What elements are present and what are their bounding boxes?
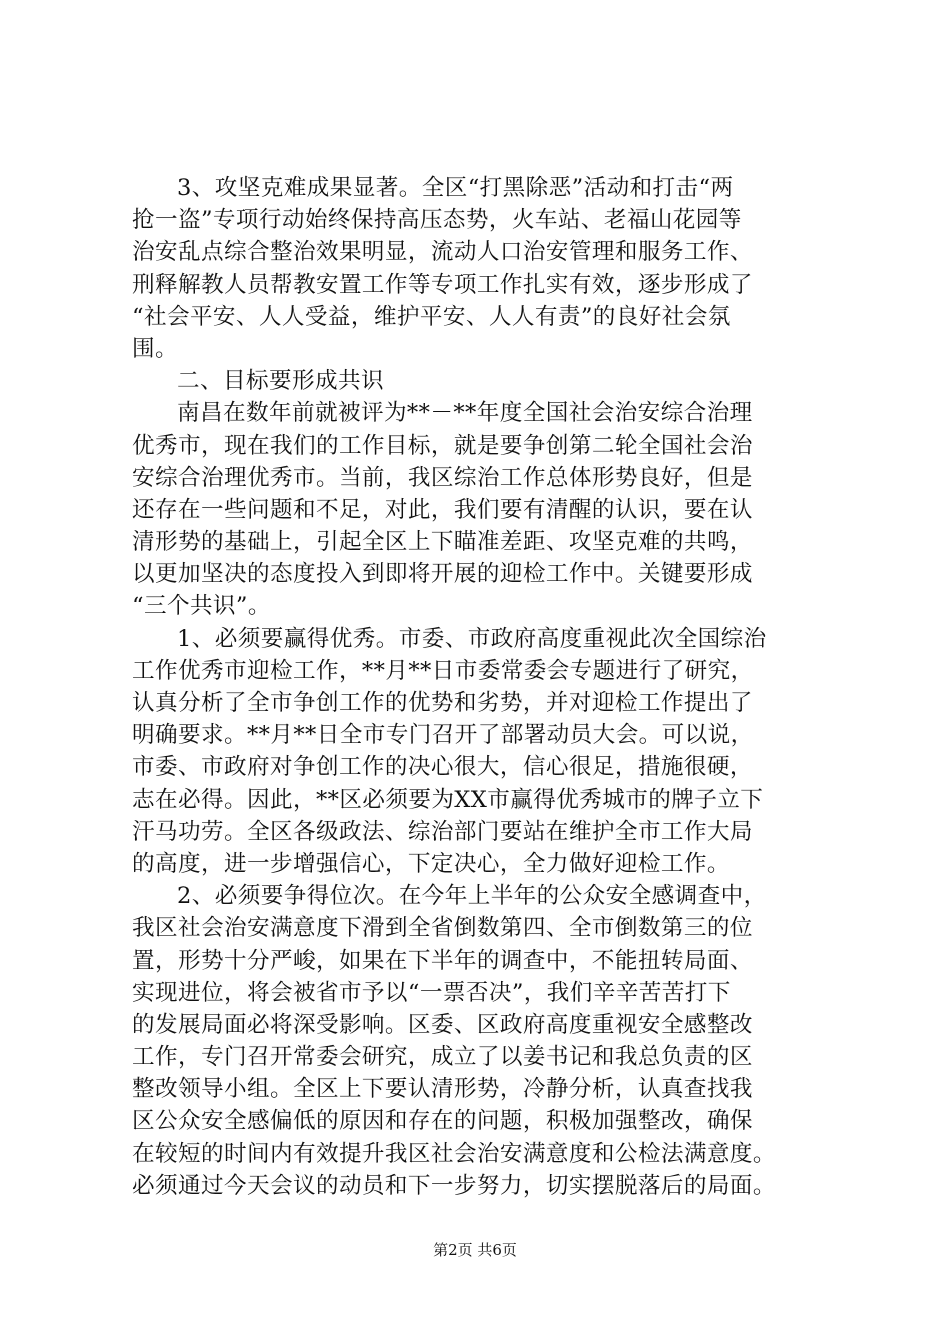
paragraph-line: 工作，专门召开常委会研究，成立了以姜书记和我总负责的区	[132, 1044, 753, 1071]
paragraph-line: 的高度，进一步增强信心，下定决心，全力做好迎检工作。	[132, 850, 730, 877]
paragraph-line: 围。	[132, 335, 178, 362]
paragraph-line: 安综合治理优秀市。当前，我区综治工作总体形势良好，但是	[132, 464, 753, 491]
page-number-footer: 第2页 共6页	[433, 1241, 517, 1259]
paragraph-line: 还存在一些问题和不足，对此，我们要有清醒的认识，要在认	[132, 496, 753, 523]
paragraph-line: 以更加坚决的态度投入到即将开展的迎检工作中。关键要形成	[132, 561, 753, 588]
paragraph-line: 工作优秀市迎检工作，**月**日市委常委会专题进行了研究，	[132, 657, 754, 684]
paragraph-line: 志在必得。因此，**区必须要为XX市赢得优秀城市的牌子立下	[132, 786, 764, 813]
paragraph-line: 治安乱点综合整治效果明显，流动人口治安管理和服务工作、	[132, 239, 753, 266]
paragraph-line: 清形势的基础上，引起全区上下瞄准差距、攻坚克难的共鸣，	[132, 529, 753, 556]
paragraph-line: 认真分析了全市争创工作的优势和劣势，并对迎检工作提出了	[132, 690, 753, 716]
paragraph-line: 刑释解教人员帮教安置工作等专项工作扎实有效，逐步形成了	[132, 271, 753, 298]
paragraph-line: 汗马功劳。全区各级政法、综治部门要站在维护全市工作大局	[132, 818, 753, 845]
paragraph-line: 必须通过今天会议的动员和下一步努力，切实摆脱落后的局面。	[132, 1172, 776, 1199]
paragraph-line: 明确要求。**月**日全市专门召开了部署动员大会。可以说，	[132, 722, 754, 749]
paragraph-line: 区公众安全感偏低的原因和存在的问题，积极加强整改，确保	[132, 1108, 753, 1135]
paragraph-line: 1、必须要赢得优秀。市委、市政府高度重视此次全国综治	[177, 625, 767, 652]
paragraph-line: “社会平安、人人受益，维护平安、人人有责”的良好社会氛	[132, 303, 731, 330]
paragraph-line: 实现进位，将会被省市予以“一票否决”，我们辛辛苦苦打下	[132, 979, 731, 1006]
paragraph-line: 南昌在数年前就被评为**－**年度全国社会治安综合治理	[177, 400, 753, 427]
paragraph-line: 在较短的时间内有效提升我区社会治安满意度和公检法满意度。	[132, 1140, 776, 1167]
paragraph-line: 3、攻坚克难成果显著。全区“打黑除恶”活动和打击“两	[177, 175, 734, 201]
paragraph-line: 抢一盗”专项行动始终保持高压态势，火车站、老福山花园等	[132, 207, 742, 234]
paragraph-line: “三个共识”。	[132, 593, 271, 620]
section-heading: 二、目标要形成共识	[177, 368, 384, 395]
paragraph-line: 我区社会治安满意度下滑到全省倒数第四、全市倒数第三的位	[132, 915, 753, 942]
paragraph-line: 优秀市，现在我们的工作目标，就是要争创第二轮全国社会治	[132, 432, 753, 459]
paragraph-line: 置，形势十分严峻，如果在下半年的调查中，不能扭转局面、	[132, 947, 753, 974]
paragraph-line: 市委、市政府对争创工作的决心很大，信心很足，措施很硬，	[132, 754, 753, 781]
paragraph-line: 整改领导小组。全区上下要认清形势，冷静分析，认真查找我	[132, 1076, 753, 1103]
paragraph-line: 的发展局面必将深受影响。区委、区政府高度重视安全感整改	[132, 1011, 753, 1038]
body-text	[132, 172, 832, 1202]
paragraph-line: 2、必须要争得位次。在今年上半年的公众安全感调查中，	[177, 883, 767, 910]
